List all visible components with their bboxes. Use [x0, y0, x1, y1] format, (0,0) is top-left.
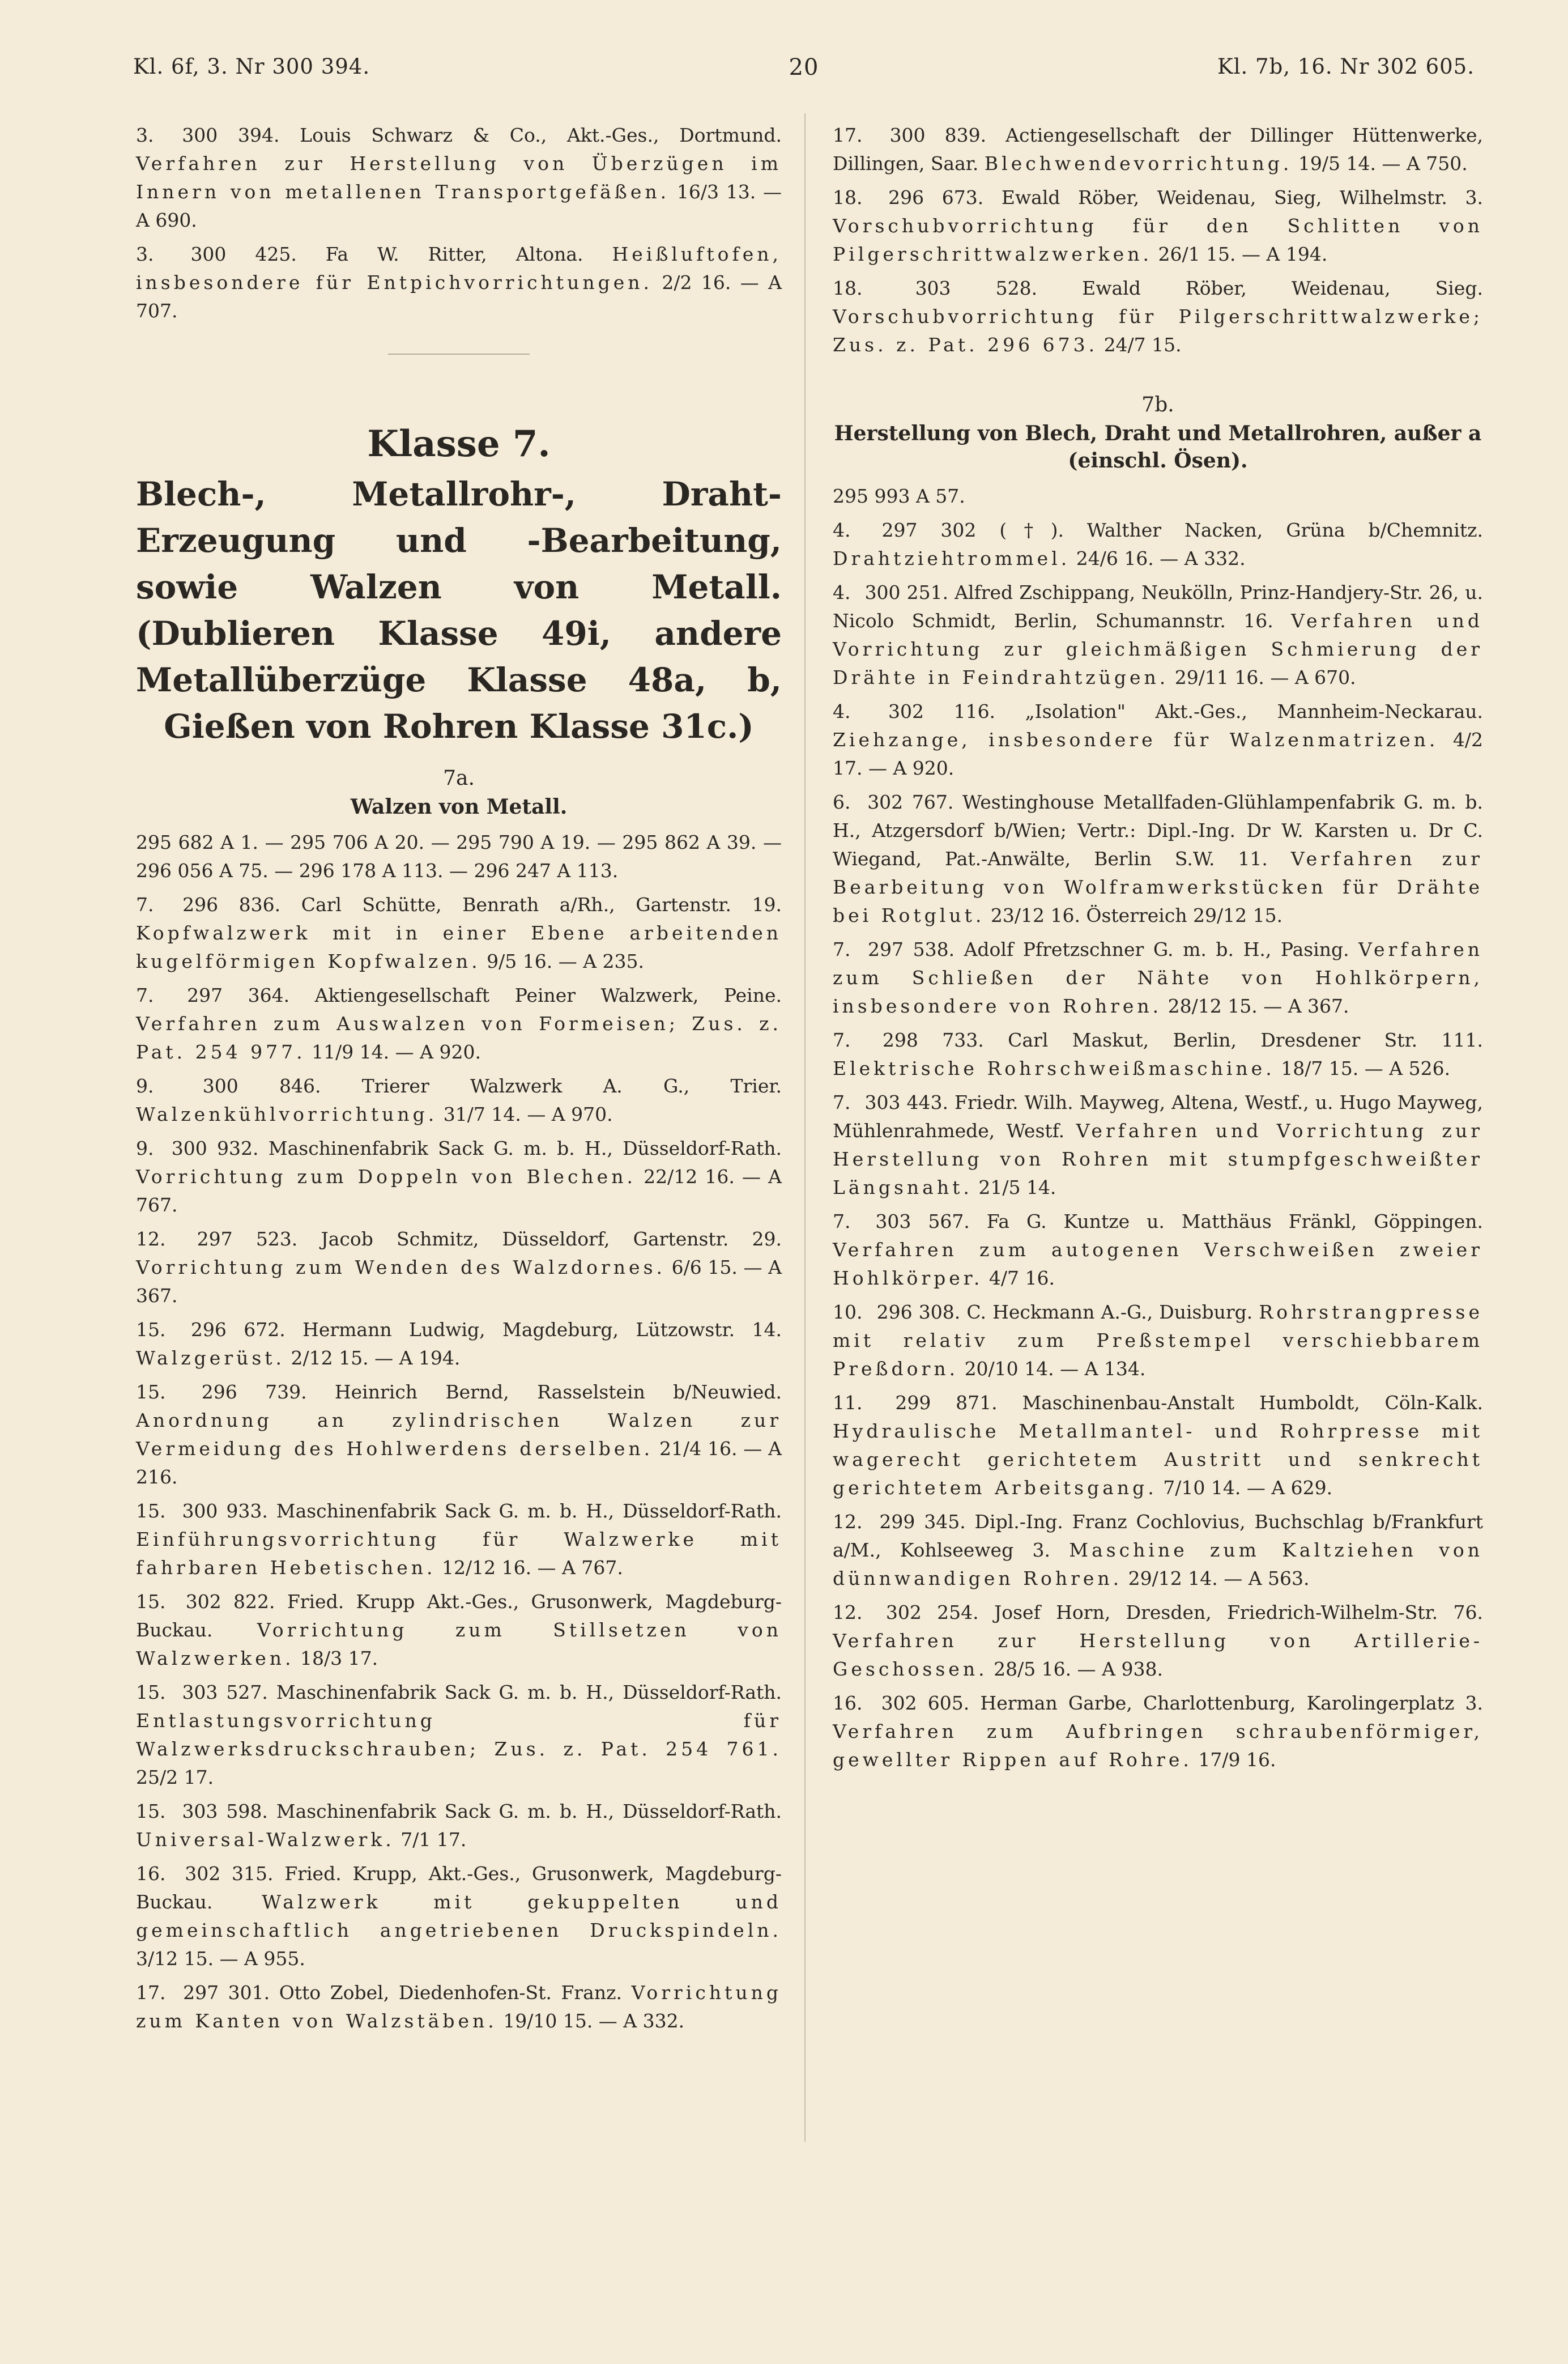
section-7a-references: 295 682 A 1. — 295 706 A 20. — 295 790 A 19. — 295 862 A 39. — 296 056 A 75. — 296 178 A 113. — 296 247 A 113. [136, 831, 782, 882]
entry-date: 22/12 16. — A 767. [136, 1166, 782, 1216]
entry-class-number: 7. [833, 938, 851, 960]
entry-title: Einführungsvorrichtung für Walzwerke mit fahrbaren Hebetischen. [136, 1528, 782, 1579]
entry-holder: 300 425. Fa W. Ritter, Altona. [190, 243, 583, 265]
entry-holder: 300 394. Louis Schwarz & Co., Akt.-Ges., Dortmund. [182, 124, 782, 146]
entry-title: Verfahren und Vorrichtung zur Herstellung von Rohren mit stumpfgeschweißter Längsnaht. [833, 1120, 1483, 1198]
entry-holder: 296 836. Carl Schütte, Benrath a/Rh., Gartenstr. 19. [182, 894, 782, 916]
entry-holder: 296 672. Hermann Ludwig, Magdeburg, Lützowstr. 14. [190, 1319, 782, 1341]
entry-holder: 302 254. Josef Horn, Dresden, Friedrich-Wilhelm-Str. 76. [885, 1601, 1483, 1623]
patent-entry [833, 121, 1483, 178]
entry-title: Verfahren zur Bearbeitung von Wolframwerkstücken für Drähte bei Rotglut. [833, 848, 1483, 926]
entry-class-number: 15. [136, 1500, 166, 1522]
entry-date: 25/2 17. [136, 1766, 214, 1788]
entry-holder: 300 251. Alfred Zschippang, Neukölln, Prinz-Handjery-Str. 26, u. Nicolo Schmidt, Berlin, Schumannstr. 16. [833, 581, 1483, 632]
patent-entry [136, 1588, 782, 1673]
entry-title: Vorrichtung zum Kanten von Walzstäben. [136, 1982, 782, 2032]
entry-holder: 297 523. Jacob Schmitz, Düsseldorf, Gartenstr. 29. [197, 1228, 782, 1250]
entry-date: 20/10 14. — A 134. [964, 1358, 1146, 1380]
entry-class-number: 6. [833, 791, 851, 813]
entry-title: Vorrichtung zum Wenden des Walzdornes. [136, 1256, 666, 1278]
entry-class-number: 15. [136, 1681, 166, 1703]
entry-title: Verfahren zur Herstellung von Überzügen im Innern von metallenen Transportgefäßen. [136, 152, 782, 203]
entry-holder: 296 739. Heinrich Bernd, Rasselstein b/Neuwied. [201, 1381, 782, 1403]
left-column [136, 121, 782, 2041]
entry-title: Verfahren zum Aufbringen schraubenförmiger, gewellter Rippen auf Rohre. [833, 1720, 1483, 1771]
patent-entry [136, 1134, 782, 1219]
entry-class-number: 15. [136, 1319, 166, 1341]
section-7a-entries [136, 891, 782, 2035]
entry-class-number: 7. [833, 1210, 851, 1232]
entry-date: 4/2 17. — A 920. [833, 729, 1483, 779]
entry-class-number: 4. [833, 700, 851, 722]
entry-class-number: 9. [136, 1075, 154, 1097]
entry-date: 28/12 15. — A 367. [1168, 995, 1349, 1017]
entry-holder: 297 364. Aktiengesellschaft Peiner Walzwerk, Peine. [187, 984, 782, 1006]
patent-entry [833, 1598, 1483, 1683]
entry-holder: 299 871. Maschinenbau-Anstalt Humboldt, Cöln-Kalk. [895, 1392, 1484, 1414]
entry-title: Entlastungsvorrichtung für Walzwerksdruckschrauben; Zus. z. Pat. 254 761. [136, 1710, 782, 1760]
entry-holder: 303 598. Maschinenfabrik Sack G. m. b. H., Düsseldorf-Rath. [182, 1800, 782, 1822]
entry-holder: 300 839. Actiengesellschaft der Dillinger Hüttenwerke, Dillingen, Saar. [833, 124, 1483, 175]
entry-date: 18/7 15. — A 526. [1281, 1057, 1451, 1079]
section-7b-number: 7b. [1141, 393, 1174, 416]
patent-entry [136, 1072, 782, 1129]
entry-title: Maschine zum Kaltziehen von dünnwandigen Rohren. [833, 1539, 1483, 1589]
patent-entry [833, 579, 1483, 692]
entry-holder: 297 302 (†). Walther Nacken, Grüna b/Chemnitz. [881, 519, 1483, 541]
entry-date: 21/5 14. [978, 1176, 1056, 1198]
entry-date: 6/6 15. — A 367. [136, 1256, 782, 1307]
entry-date: 29/11 16. — A 670. [1174, 666, 1356, 688]
entry-holder: 296 673. Ewald Röber, Weidenau, Sieg, Wilhelmstr. 3. [888, 186, 1483, 209]
entry-date: 12/12 16. — A 767. [441, 1557, 623, 1579]
page-header [133, 54, 1475, 94]
entry-title: Verfahren zum autogenen Verschweißen zweier Hohlkörper. [833, 1239, 1483, 1289]
section-7b-title: Herstellung von Blech, Draht und Metallrohren, außer a (einschl. Ösen). [834, 422, 1482, 473]
entry-date: 9/5 16. — A 235. [487, 950, 645, 972]
patent-entry [136, 240, 782, 325]
patent-entry [833, 1026, 1483, 1083]
entry-title: Verfahren zum Auswalzen von Formeisen; Zus. z. Pat. 254 977. [136, 1013, 782, 1063]
entry-date: 24/7 15. [1103, 334, 1182, 356]
entry-class-number: 16. [136, 1863, 166, 1885]
patent-entry [833, 936, 1483, 1021]
entry-holder: 302 767. Westinghouse Metallfaden-Glühlampenfabrik G. m. b. H., Atzgersdorf b/Wien; Vertr.: Dipl.-Ing. Dr W. Karsten u. Dr C. Wiegand, Pat.-Anwälte, Berlin S.W. 11. [833, 791, 1483, 870]
entry-class-number: 18. [833, 186, 863, 209]
section-7a-title: Walzen von Metall. [350, 795, 568, 819]
page-number: 20 [789, 54, 819, 80]
entry-title: Verfahren zur Herstellung von Artillerie-Geschossen. [833, 1630, 1483, 1680]
entry-title: Verfahren und Vorrichtung zur gleichmäßigen Schmierung der Drähte in Feindrahtzügen. [833, 610, 1483, 688]
entry-holder: 297 301. Otto Zobel, Diedenhofen-St. Franz. [183, 1982, 622, 2004]
patent-entry [136, 1225, 782, 1310]
section-7b-references: 295 993 A 57. [833, 485, 965, 507]
entry-class-number: 4. [833, 519, 851, 541]
entry-title: Walzwerk mit gekuppelten und gemeinschaftlich angetriebenen Druckspindeln. [136, 1891, 782, 1941]
left-top-entries [136, 121, 782, 325]
patent-entry [833, 184, 1483, 269]
patent-entry [136, 1316, 782, 1372]
entry-class-number: 12. [833, 1511, 863, 1533]
entry-date: 19/10 15. — A 332. [503, 2010, 685, 2032]
patent-entry [833, 698, 1483, 783]
entry-title: Anordnung an zylindrischen Walzen zur Vermeidung des Hohlwerdens derselben. [136, 1409, 782, 1460]
patent-entry [136, 1497, 782, 1582]
entry-class-number: 12. [833, 1601, 863, 1623]
patent-entry [136, 981, 782, 1066]
entry-title: Vorrichtung zum Stillsetzen von Walzwerken. [136, 1619, 782, 1669]
entry-date: 11/9 14. — A 920. [312, 1041, 481, 1063]
patent-entry [833, 1298, 1483, 1383]
section-7b-entries [833, 516, 1483, 1774]
entry-holder: 303 527. Maschinenfabrik Sack G. m. b. H., Düsseldorf-Rath. [182, 1681, 782, 1703]
entry-class-number: 7. [833, 1091, 851, 1113]
patent-entry [833, 274, 1483, 359]
entry-class-number: 10. [833, 1301, 863, 1323]
entry-date: 2/2 16. — A 707. [136, 271, 782, 322]
patent-entry [833, 516, 1483, 573]
patent-entry [136, 1678, 782, 1792]
patent-entry [833, 1389, 1483, 1502]
entry-holder: 299 345. Dipl.-Ing. Franz Cochlovius, Buchschlag b/Frankfurt a/M., Kohlseeweg 3. [833, 1511, 1483, 1561]
entry-date: 7/10 14. — A 629. [1163, 1477, 1333, 1499]
entry-title: Vorrichtung zum Doppeln von Blechen. [136, 1166, 636, 1188]
klasse-description: Blech-, Metallrohr-, Draht-Erzeugung und -Bearbeitung, sowie Walzen von Metall. (Dublieren Klasse 49i, andere Metallüberzüge Klasse 48a, b, Gießen von Rohren Klasse 31c.) [136, 475, 782, 746]
entry-class-number: 9. [136, 1137, 154, 1159]
entry-class-number: 3. [136, 243, 154, 265]
entry-title: Elektrische Rohrschweißmaschine. [833, 1057, 1275, 1079]
entry-holder: 300 933. Maschinenfabrik Sack G. m. b. H., Düsseldorf-Rath. [182, 1500, 782, 1522]
entry-class-number: 16. [833, 1692, 863, 1714]
entry-date: 16/3 13. — A 690. [136, 181, 782, 231]
entry-holder: 302 116. „Isolation" Akt.-Ges., Mannheim-Neckarau. [888, 700, 1483, 722]
klasse-heading: Klasse 7. [367, 423, 551, 465]
entry-date: 18/3 17. [300, 1647, 378, 1669]
section-7a-number: 7a. [443, 767, 475, 790]
entry-date: 4/7 16. [988, 1267, 1055, 1289]
patent-entry [833, 788, 1483, 930]
entry-holder: 303 567. Fa G. Kuntze u. Matthäus Fränkl, Göppingen. [875, 1210, 1483, 1232]
patent-entry [833, 1089, 1483, 1202]
patent-entry [136, 1860, 782, 1973]
entry-holder: 303 528. Ewald Röber, Weidenau, Sieg. [915, 277, 1483, 299]
entry-date: 21/4 16. — A 216. [136, 1438, 782, 1488]
right-column [833, 121, 1483, 1780]
section-separator [388, 354, 530, 355]
entry-class-number: 7. [136, 894, 154, 916]
entry-class-number: 12. [136, 1228, 166, 1250]
entry-class-number: 11. [833, 1392, 863, 1414]
entry-title: Walzgerüst. [136, 1347, 286, 1369]
entry-title: Heißluftofen, insbesondere für Entpichvorrichtungen. [136, 243, 782, 294]
entry-title: Walzenkühlvorrichtung. [136, 1103, 438, 1125]
entry-date: 2/12 15. — A 194. [291, 1347, 461, 1369]
entry-holder: 300 932. Maschinenfabrik Sack G. m. b. H., Düsseldorf-Rath. [171, 1137, 782, 1159]
entry-date: 31/7 14. — A 970. [443, 1103, 613, 1125]
entry-class-number: 4. [833, 581, 851, 603]
entry-class-number: 15. [136, 1800, 166, 1822]
header-left: Kl. 6f, 3. Nr 300 394. [133, 54, 370, 79]
entry-holder: 302 315. Fried. Krupp, Akt.-Ges., Grusonwerk, Magdeburg-Buckau. [136, 1863, 782, 1913]
entry-title: Ziehzange, insbesondere für Walzenmatrizen. [833, 729, 1439, 751]
entry-date: 7/1 17. [400, 1829, 467, 1851]
entry-class-number: 15. [136, 1591, 166, 1613]
entry-date: 19/5 14. — A 750. [1298, 152, 1468, 175]
entry-date: 28/5 16. — A 938. [994, 1658, 1163, 1680]
entry-title: Hydraulische Metallmantel- und Rohrpresse mit wagerecht gerichtetem Austritt und senkrecht gerichtetem Arbeitsgang. [833, 1420, 1483, 1499]
entry-class-number: 3. [136, 124, 154, 146]
entry-title: Blechwendevorrichtung. [984, 152, 1293, 175]
entry-title: Rohrstrangpresse mit relativ zum Preßstempel verschiebbarem Preßdorn. [833, 1301, 1484, 1380]
entry-date: 17/9 16. [1198, 1749, 1276, 1771]
entry-class-number: 7. [136, 984, 154, 1006]
entry-date: 23/12 16. Österreich 29/12 15. [990, 904, 1283, 926]
entry-date: 3/12 15. — A 955. [136, 1948, 305, 1970]
entry-holder: 302 605. Herman Garbe, Charlottenburg, Karolingerplatz 3. [881, 1692, 1483, 1714]
entry-holder: 296 308. C. Heckmann A.-G., Duisburg. [876, 1301, 1253, 1323]
entry-date: 24/6 16. — A 332. [1076, 547, 1246, 569]
header-right: Kl. 7b, 16. Nr 302 605. [1217, 54, 1475, 79]
entry-title: Universal-Walzwerk. [136, 1829, 395, 1851]
entry-holder: 297 538. Adolf Pfretzschner G. m. b. H., Pasing. [868, 938, 1349, 960]
entry-holder: 298 733. Carl Maskut, Berlin, Dresdener Str. 111. [882, 1029, 1483, 1051]
patent-entry [136, 1979, 782, 2035]
right-top-entries [833, 121, 1483, 359]
entry-class-number: 17. [136, 1982, 166, 2004]
patent-entry [136, 1378, 782, 1491]
entry-holder: 302 822. Fried. Krupp Akt.-Ges., Grusonwerk, Magdeburg-Buckau. [136, 1591, 782, 1641]
entry-title: Verfahren zum Schließen der Nähte von Hohlkörpern, insbesondere von Rohren. [833, 938, 1483, 1017]
patent-entry [833, 1689, 1483, 1774]
entry-class-number: 18. [833, 277, 863, 299]
patent-entry [136, 121, 782, 235]
entry-class-number: 7. [833, 1029, 851, 1051]
patent-entry [833, 1207, 1483, 1292]
entry-title: Vorschubvorrichtung für Pilgerschrittwalzwerke; Zus. z. Pat. 296 673. [833, 305, 1483, 356]
entry-holder: 303 443. Friedr. Wilh. Mayweg, Altena, Westf., u. Hugo Mayweg, Mühlenrahmede, Westf. [833, 1091, 1483, 1142]
patent-entry [136, 1797, 782, 1854]
entry-class-number: 15. [136, 1381, 166, 1403]
entry-date: 26/1 15. — A 194. [1158, 243, 1328, 265]
entry-class-number: 17. [833, 124, 863, 146]
entry-title: Vorschubvorrichtung für den Schlitten von Pilgerschrittwalzwerken. [833, 215, 1483, 265]
column-divider [804, 113, 806, 2142]
entry-title: Drahtziehtrommel. [833, 547, 1071, 569]
entry-holder: 300 846. Trierer Walzwerk A. G., Trier. [202, 1075, 782, 1097]
patent-entry [136, 891, 782, 976]
patent-entry [833, 1508, 1483, 1593]
entry-title: Kopfwalzwerk mit in einer Ebene arbeitenden kugelförmigen Kopfwalzen. [136, 922, 782, 972]
entry-date: 29/12 14. — A 563. [1128, 1567, 1310, 1589]
